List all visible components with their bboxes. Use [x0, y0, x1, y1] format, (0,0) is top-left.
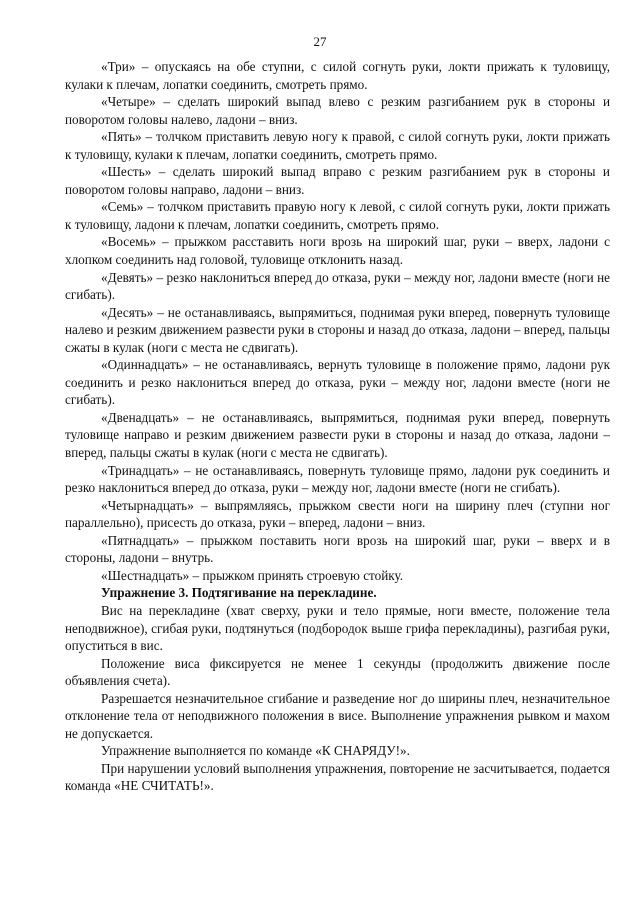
paragraph: При нарушении условий выполнения упражнения, повторение не засчитывается, подается команда «НЕ СЧИТАТЬ!».	[65, 760, 610, 794]
paragraph: «Пятнадцать» – прыжком поставить ноги врозь на широкий шаг, руки – вверх и в стороны, ладони – внутрь.	[65, 532, 610, 566]
paragraph: «Семь» – толчком приставить правую ногу к левой, с силой согнуть руки, локти прижать к туловищу, ладони к плечам, лопатки соединить, смотреть прямо.	[65, 199, 610, 232]
paragraph: «Девять» – резко наклониться вперед до отказа, руки – между ног, ладони вместе (ноги не сгибать).	[65, 269, 610, 303]
paragraph: «Восемь» – прыжком расставить ноги врозь на широкий шаг, руки – вверх, ладони с хлопком соединить над головой, туловище отклонить назад.	[65, 234, 610, 268]
paragraph: «Пять» – толчком приставить левую ногу к правой, с силой согнуть руки, локти прижать к туловищу, кулаки к плечам, лопатки соединить, смотреть прямо.	[65, 129, 610, 162]
paragraph: «Четырнадцать» – выпрямляясь, прыжком свести ноги на ширину плеч (ступни ног параллельно), присесть до отказа, руки – вперед, ладони – вниз.	[65, 497, 610, 531]
paragraph: Разрешается незначительное сгибание и разведение ног до ширины плеч, незначительное отклонение тела от неподвижного положения в висе. Выполнение упражнения рывком и махом не допускается.	[65, 690, 610, 741]
page-number: 27	[313, 34, 327, 49]
paragraph: «Три» – опускаясь на обе ступни, с силой согнуть руки, локти прижать к туловищу, кулаки к плечам, лопатки соединить, смотреть прямо.	[65, 59, 610, 92]
section-heading: Упражнение 3. Подтягивание на перекладине.	[101, 585, 377, 601]
page-body	[65, 58, 610, 795]
paragraph: «Одиннадцать» – не останавливаясь, вернуть туловище в положение прямо, ладони рук соединить и резко наклониться вперед до отказа, руки – между ног, ладони вместе (ноги не сгибать).	[65, 357, 610, 408]
paragraph: Вис на перекладине (хват сверху, руки и тело прямые, ноги вместе, положение тела неподвижное), сгибая руки, подтянуться (подбородок выше грифа перекладины), разгибая руки, опуститься в вис.	[65, 602, 610, 654]
paragraph: «Четыре» – сделать широкий выпад влево с резким разгибанием рук в стороны и поворотом головы налево, ладони – вниз.	[65, 94, 610, 127]
paragraph: «Десять» – не останавливаясь, выпрямиться, поднимая руки вперед, повернуть туловище налево и резким движением развести руки в стороны и назад до отказа, ладони – вперед, пальцы сжаты в кулак (ноги с места не сдвигать).	[65, 304, 610, 355]
paragraph: Упражнение выполняется по команде «К СНАРЯДУ!».	[101, 743, 410, 759]
paragraph: «Тринадцать» – не останавливаясь, повернуть туловище прямо, ладони рук соединить и резко наклониться вперед до отказа, руки – между ног, ладони вместе (ноги не сгибать).	[65, 462, 610, 496]
paragraph: Положение виса фиксируется не менее 1 секунды (продолжить движение после объявления счета).	[65, 655, 610, 689]
paragraph: «Шестнадцать» – прыжком принять строевую стойку.	[101, 567, 404, 583]
paragraph: «Двенадцать» – не останавливаясь, выпрямиться, поднимая руки вперед, повернуть туловище направо и резким движением развести руки в стороны и назад до отказа, ладони – вперед, пальцы сжаты в кулак (ноги с места не сдвигать).	[65, 409, 610, 461]
paragraph: «Шесть» – сделать широкий выпад вправо с резким разгибанием рук в стороны и поворотом головы направо, ладони – вниз.	[65, 164, 610, 197]
